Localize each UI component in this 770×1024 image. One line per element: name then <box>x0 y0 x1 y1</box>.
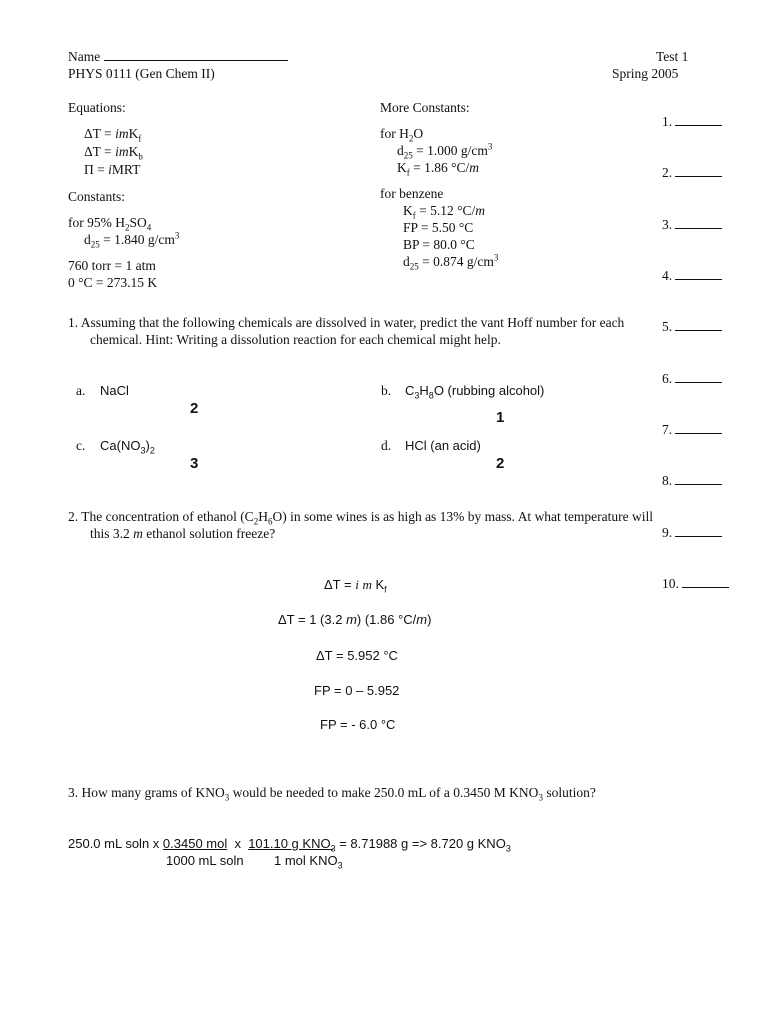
name-underline <box>104 48 288 61</box>
answer-blank-5[interactable]: 5. <box>662 318 722 335</box>
acid-density: $d_{25} = 1.840$ $g/cm^3$ <box>84 230 180 250</box>
name-label: Name <box>68 49 101 64</box>
answer-blank-8[interactable]: 8. <box>662 472 722 489</box>
answer-blank-1[interactable]: 1. <box>662 113 722 130</box>
equation-boiling: ΔT = imK$_b$ <box>84 144 143 162</box>
q1b-answer: 1 <box>496 409 505 426</box>
equations-heading: Equations: <box>68 100 126 115</box>
work-step-2: ΔT = 1 (3.2 m) (1.86 °C/m) <box>278 612 432 627</box>
answer-blank-2[interactable]: 2. <box>662 164 722 181</box>
kelvin-conversion: 0 °C = 273.15 K <box>68 275 158 290</box>
test-number: Test 1 <box>656 49 689 64</box>
answer-blank-6[interactable]: 6. <box>662 370 722 387</box>
acid-label: for 95% $H_2SO_4$ <box>68 215 152 233</box>
benzene-density: $d_{25} = 0.874$ $g/cm^3$ <box>403 252 499 272</box>
q1a-answer: 2 <box>190 400 199 417</box>
q1b-label: b. <box>381 383 392 398</box>
water-label: for $H_2O$ <box>380 126 424 144</box>
answer-blank-9[interactable]: 9. <box>662 524 722 541</box>
torr-conversion: 760 torr = 1 atm <box>68 258 156 273</box>
q1c-answer: 3 <box>190 455 199 472</box>
benzene-label: for benzene <box>380 186 444 201</box>
water-density: $d_{25} = 1.000$ $g/cm^3$ <box>397 141 493 161</box>
q1d-answer: 2 <box>496 455 505 472</box>
question-3-text: 3. How many grams of $KNO_3$ would be needed to make 250.0 mL of a 0.3450 M $KNO_3$ solution? <box>68 785 596 803</box>
water-kf: $K_f = 1.86$ °C/m <box>397 160 480 178</box>
answer-blank-3[interactable]: 3. <box>662 216 722 233</box>
answer-blank-7[interactable]: 7. <box>662 421 722 438</box>
benzene-kf: $K_f = 5.12$ °C/m <box>403 203 486 221</box>
q1d-chemical: HCl (an acid) <box>405 438 481 453</box>
q1c-chemical: $Ca(NO_3)_2$ <box>100 438 155 456</box>
name-line <box>68 48 288 65</box>
q1b-chemical: $C_3H_8O$ (rubbing alcohol) <box>405 383 545 401</box>
q1a-label: a. <box>76 383 86 398</box>
q1a-chemical: NaCl <box>100 383 129 398</box>
work-step-3: ΔT = 5.952 °C <box>316 648 398 663</box>
calculation-result: = 8.71988 g => 8.720 g KNO <box>335 836 506 851</box>
equation-osmotic: Π = iMRT <box>84 162 141 177</box>
q1c-label: c. <box>76 438 86 453</box>
more-constants-heading: More Constants: <box>380 100 470 115</box>
fraction-1-denominator: 1000 mL soln <box>166 853 244 868</box>
course-title: PHYS 0111 (Gen Chem II) <box>68 66 215 81</box>
fraction-1-numerator: 0.3450 mol <box>162 836 228 851</box>
term: Spring 2005 <box>612 66 679 81</box>
fraction-2-numerator: 101.10 g $KNO_3$ <box>248 836 336 854</box>
fraction-2-denominator: 1 mol $KNO_3$ <box>274 853 343 871</box>
q3-calculation: 250.0 mL soln x 0.3450 mol x 101.10 g $KNO_3 = 8.71988$ g => 8.720 g $KNO_3$ <box>68 836 511 854</box>
benzene-bp: BP = 80.0 °C <box>403 237 475 252</box>
q1d-label: d. <box>381 438 392 453</box>
work-step-1: ΔT = i m $K_f$ <box>324 577 387 595</box>
work-step-4: FP = 0 – 5.952 <box>314 683 400 698</box>
question-1-text: 1. Assuming that the following chemicals are dissolved in water, predict the vant Hoff number for each chemical. Hint: Writing a dissolution reaction for each chemical might help. <box>68 315 625 347</box>
work-step-5: FP = - 6.0 °C <box>320 717 396 732</box>
answer-blank-10[interactable]: 10. <box>662 575 729 592</box>
benzene-fp: FP = 5.50 °C <box>403 220 474 235</box>
answer-blank-4[interactable]: 4. <box>662 267 722 284</box>
constants-heading: Constants: <box>68 189 126 204</box>
question-2-text: 2. The concentration of ethanol $(C_2H_6O)$ in some wines is as high as 13% by mass. At what temperature will this 3.2 m ethanol solution freeze? <box>68 509 654 541</box>
equation-freezing: ΔT = imK$_f$ <box>84 126 142 144</box>
